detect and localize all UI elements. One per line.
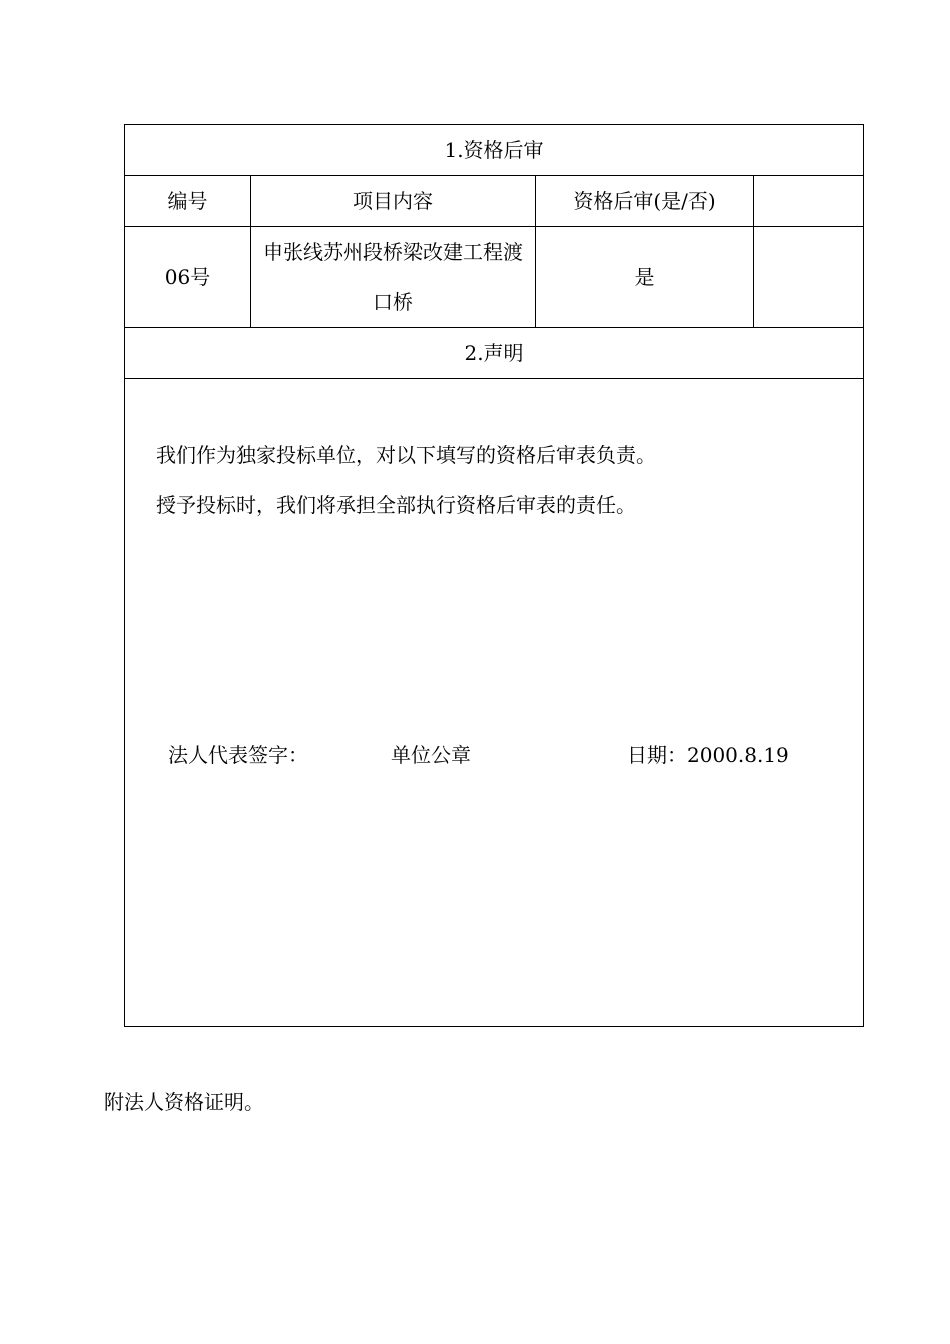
statement-body	[125, 379, 864, 1027]
qualification-section-title: 1.资格后审	[125, 125, 864, 176]
statement-body-row	[125, 379, 864, 1027]
table-header-row	[125, 176, 864, 227]
header-content: 项目内容	[251, 176, 536, 227]
header-number: 编号	[125, 176, 251, 227]
qualification-title-row	[125, 125, 864, 176]
company-seal-label: 单位公章	[391, 743, 471, 767]
signature-date: 日期：2000.8.19	[627, 743, 789, 767]
attachment-note: 附法人资格证明。	[104, 1090, 264, 1114]
header-extra	[754, 176, 864, 227]
header-result: 资格后审(是/否)	[536, 176, 754, 227]
item-extra	[754, 227, 864, 328]
representative-signature-label: 法人代表签字：	[168, 743, 308, 767]
qualification-form-table	[124, 124, 864, 1027]
item-content: 申张线苏州段桥梁改建工程渡口桥	[251, 227, 536, 328]
statement-line-1: 我们作为独家投标单位，对以下填写的资格后审表负责。	[156, 443, 656, 467]
statement-section-title: 2.声明	[125, 328, 864, 379]
item-result: 是	[536, 227, 754, 328]
statement-title-row	[125, 328, 864, 379]
item-number: 06号	[125, 227, 251, 328]
statement-line-2: 授予投标时，我们将承担全部执行资格后审表的责任。	[156, 493, 636, 517]
table-row	[125, 227, 864, 328]
